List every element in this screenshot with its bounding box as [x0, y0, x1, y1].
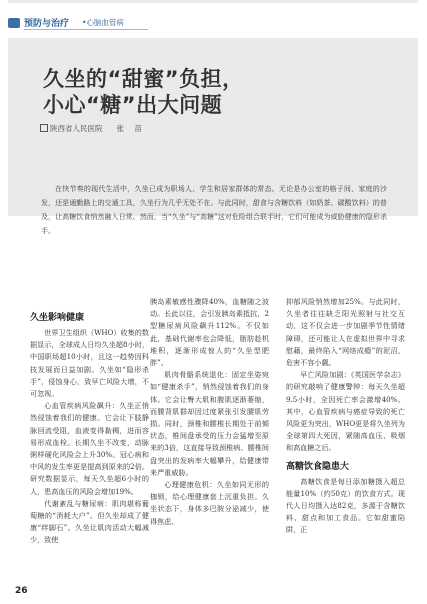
section-heading-sedentary: 久坐影响健康: [30, 313, 85, 323]
body-paragraph: 胰岛素敏感性骤降40%，血糖随之波动。长此以往，会引发胰岛素抵抗，2型糖尿病风险飙升112%。不仅如此，基础代谢率也会降低，脂肪趁机堆积，逐渐形成惊人的“久坐型肥胖”。: [150, 297, 269, 368]
column-2: [150, 296, 269, 528]
article-title: [43, 66, 244, 118]
header-rule: [24, 29, 148, 30]
byline-square-icon: [40, 124, 48, 132]
top-edge-strip: [8, 0, 418, 3]
section-title: 预防与治疗: [24, 19, 70, 29]
section-header: [8, 16, 168, 30]
body-paragraph: 心血管疾病风险飙升：久坐正悄然侵蚀着我们的健康。它会让下肢静脉回流受阻，血液变得黏稠，进而容易形成血栓。长期久坐不改变，动脉粥样硬化风险会上升30%。冠心病和中风的发生率更是提高到原来的2倍。研究数据显示，每天久坐超6小时的人，患高血压的风险会增加19%。: [30, 401, 149, 496]
section-marker-icon: [8, 18, 20, 28]
lead-paragraph: 在快节奏的现代生活中，久坐已成为职场人、学生和居家群体的常态。无论是办公室的格子间、家庭的沙发，还是通勤路上的交通工具，久坐行为几乎无处不在。与此同时，甜食与含糖饮料（如奶茶、碳酸饮料）的普及，让高糖饮食悄然融入日常。然而，当“久坐”与“高糖”这对危险组合联手时，它们可能成为威胁健康的隐形杀手。: [41, 185, 387, 235]
body-paragraph: 高糖饮食是每日添加糖摄入超总能量10%（约50克）的饮食方式。现代人日均摄入达82克，多源于含糖饮料、甜点和加工食品。它如甜蜜陷阱，正: [286, 476, 405, 535]
body-paragraph: 心理健康危机：久坐如同无形的枷锁，给心理健康套上沉重负担。久坐状态下，身体多巴胺分泌减少，使得焦虑、: [150, 480, 269, 526]
byline: [40, 123, 146, 134]
section-subtitle: •心脑血管病: [82, 18, 124, 27]
section-heading-high-sugar: 高糖饮食隐患大: [286, 461, 350, 472]
body-paragraph: 抑郁风险悄然增加25%。与此同时，久坐者往往缺乏阳光照射与社交互动，这不仅会进一步加剧季节性情绪障碍，还可能让人在虚拟世界中寻求慰藉，最终陷入“网络成瘾”的泥沼，危害不容小觑。: [286, 297, 405, 368]
body-paragraph: 肌肉骨骼系统退化：固定坐姿宛如“健康杀手”，悄然侵蚀着我们的身体。它会让臀大肌和腹肌逐渐萎缩，而腰背肌群却因过度紧张引发腰肌劳损。同时，颈椎和腰椎长期处于前倾状态，椎间盘承受的压力会猛增至原来的3倍，这直接导致颈椎病、腰椎间盘突出的发病率大幅攀升，给健康带来严重威胁。: [150, 370, 269, 477]
title-line-2: 小心“糖”出大问题: [43, 93, 223, 117]
byline-author: 张 苗: [116, 124, 146, 133]
body-paragraph: 早亡风险加剧：《英国医学杂志》的研究敲响了健康警钟：每天久坐超9.5小时，全因死亡率会激增40%。其中，心血管疾病与癌症导致的死亡风险更为突出，WHO更是将久坐列为全球第四大死因，紧随高血压、吸烟和高血糖之后。: [286, 370, 405, 453]
title-line-1: 久坐的“甜蜜”负担，: [43, 67, 244, 91]
column-3: [286, 296, 405, 537]
body-paragraph: 代谢紊乱与糖尿病：肌肉堪称葡萄糖的“消耗大户”。但久坐却成了健康“绊脚石”。久坐让肌肉活动大幅减少，致使: [30, 498, 149, 545]
body-paragraph: 世界卫生组织（WHO）收集的数据显示，全球成人日均久坐超8小时，中国职场超10小时，且这一趋势因科技发展而日益加剧。久坐如“隐形杀手”，侵蚀身心，致早亡风险大增，不可忽视。: [30, 328, 149, 399]
byline-organization: 陕西省人民医院: [50, 124, 103, 133]
page-number: 26: [15, 586, 28, 596]
column-1: [30, 312, 149, 547]
